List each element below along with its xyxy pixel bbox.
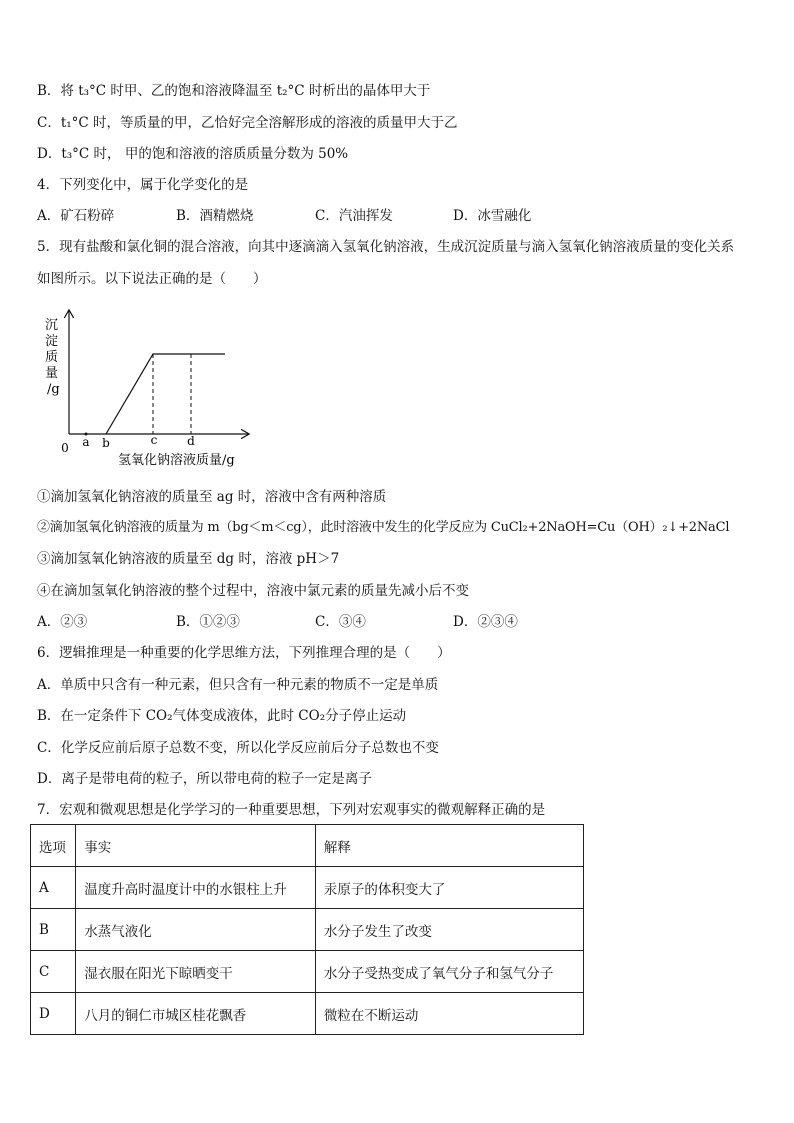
- tick-label-d: d: [187, 434, 195, 448]
- q5-option-c: C．③④: [315, 614, 366, 630]
- q5-stem-line1: 5．现有盐酸和氯化铜的混合溶液，向其中逐滴滴入氢氧化钠溶液，生成沉淀质量与滴入氢氧化钠溶液质量的变化关系: [37, 239, 735, 255]
- table-cell: 水分子受热变成了氧气分子和氢气分子: [315, 951, 583, 993]
- table-header-cell: 选项: [31, 825, 76, 867]
- q5-option-d: D．②③④: [453, 614, 518, 630]
- tick-label-c: c: [150, 433, 158, 447]
- y-label-char-4: 量: [45, 366, 59, 381]
- tick-label-a: a: [82, 435, 90, 449]
- q4-option-c: C．汽油挥发: [315, 208, 393, 224]
- x-axis-label: 氢氧化钠溶液质量/g: [118, 453, 235, 468]
- table-row: [31, 867, 584, 909]
- table-header-cell: 解释: [315, 825, 583, 867]
- table-cell: 八月的铜仁市城区桂花飘香: [76, 993, 316, 1035]
- q6-option-d: D．离子是带电荷的粒子，所以带电荷的粒子一定是离子: [37, 771, 372, 787]
- y-unit: /g: [47, 382, 60, 397]
- q3-option-b: B．将 t₃°C 时甲、乙的饱和溶液降温至 t₂°C 时析出的晶体甲大于: [37, 83, 431, 99]
- q5-option-b: B．①②③: [176, 614, 240, 630]
- table-cell: D: [31, 993, 76, 1035]
- precipitate-curve: [106, 354, 225, 434]
- table-cell: 湿衣服在阳光下晾晒变干: [76, 951, 316, 993]
- q3-option-c: C．t₁°C 时，等质量的甲，乙恰好完全溶解形成的溶液的质量甲大于乙: [37, 115, 458, 131]
- q3-option-d: D．t₃°C 时， 甲的饱和溶液的溶质质量分数为 50%: [37, 146, 349, 162]
- q4-stem: 4．下列变化中，属于化学变化的是: [37, 177, 249, 193]
- table-header-row: [31, 825, 584, 867]
- y-label-char-1: 沉: [45, 318, 59, 333]
- table-cell: A: [31, 867, 76, 909]
- q5-option-a: A．②③: [37, 614, 88, 630]
- table-cell: 水蒸气液化: [76, 909, 316, 951]
- q4-option-a: A．矿石粉碎: [37, 208, 115, 224]
- q4-option-d: D．冰雪融化: [453, 208, 532, 224]
- precipitate-mass-graph: [40, 305, 270, 475]
- table-row: [31, 993, 584, 1035]
- q7-options-table: [30, 824, 584, 1035]
- q6-option-a: A．单质中只含有一种元素，但只含有一种元素的物质不一定是单质: [37, 677, 439, 693]
- q6-option-c: C．化学反应前后原子总数不变，所以化学反应前后分子总数也不变: [37, 740, 439, 756]
- y-label-char-3: 质: [45, 350, 59, 365]
- table-row: [31, 909, 584, 951]
- q5-statement-3: ③滴加氢氧化钠溶液的质量至 dg 时，溶液 pH＞7: [37, 551, 340, 567]
- q7-stem: 7．宏观和微观思想是化学学习的一种重要思想，下列对宏观事实的微观解释正确的是: [37, 802, 546, 818]
- q5-statement-4: ④在滴加氢氧化钠溶液的整个过程中，溶液中氯元素的质量先减小后不变: [37, 583, 469, 599]
- table-cell: B: [31, 909, 76, 951]
- q4-option-b: B．酒精燃烧: [176, 208, 254, 224]
- q6-option-b: B．在一定条件下 CO₂气体变成液体，此时 CO₂分子停止运动: [37, 708, 407, 724]
- table-cell: 温度升高时温度计中的水银柱上升: [76, 867, 316, 909]
- table-cell: C: [31, 951, 76, 993]
- origin-label: 0: [61, 441, 69, 455]
- table-header-cell: 事实: [76, 825, 316, 867]
- tick-label-b: b: [102, 436, 110, 450]
- table-cell: 水分子发生了改变: [315, 909, 583, 951]
- table-row: [31, 951, 584, 993]
- q6-stem: 6．逻辑推理是一种重要的化学思维方法，下列推理合理的是（ ）: [37, 645, 451, 661]
- q5-statement-2: ②滴加氢氧化钠溶液的质量为 m（bg＜m＜cg），此时溶液中发生的化学反应为 CuCl₂+2NaOH=Cu（OH）₂↓+2NaCl: [37, 520, 730, 535]
- table-cell: 微粒在不断运动: [315, 993, 583, 1035]
- q5-statement-1: ①滴加氢氧化钠溶液的质量至 ag 时，溶液中含有两种溶质: [37, 489, 387, 505]
- q5-stem-line2: 如图所示。以下说法正确的是（ ）: [37, 271, 267, 287]
- table-cell: 汞原子的体积变大了: [315, 867, 583, 909]
- y-label-char-2: 淀: [45, 334, 59, 349]
